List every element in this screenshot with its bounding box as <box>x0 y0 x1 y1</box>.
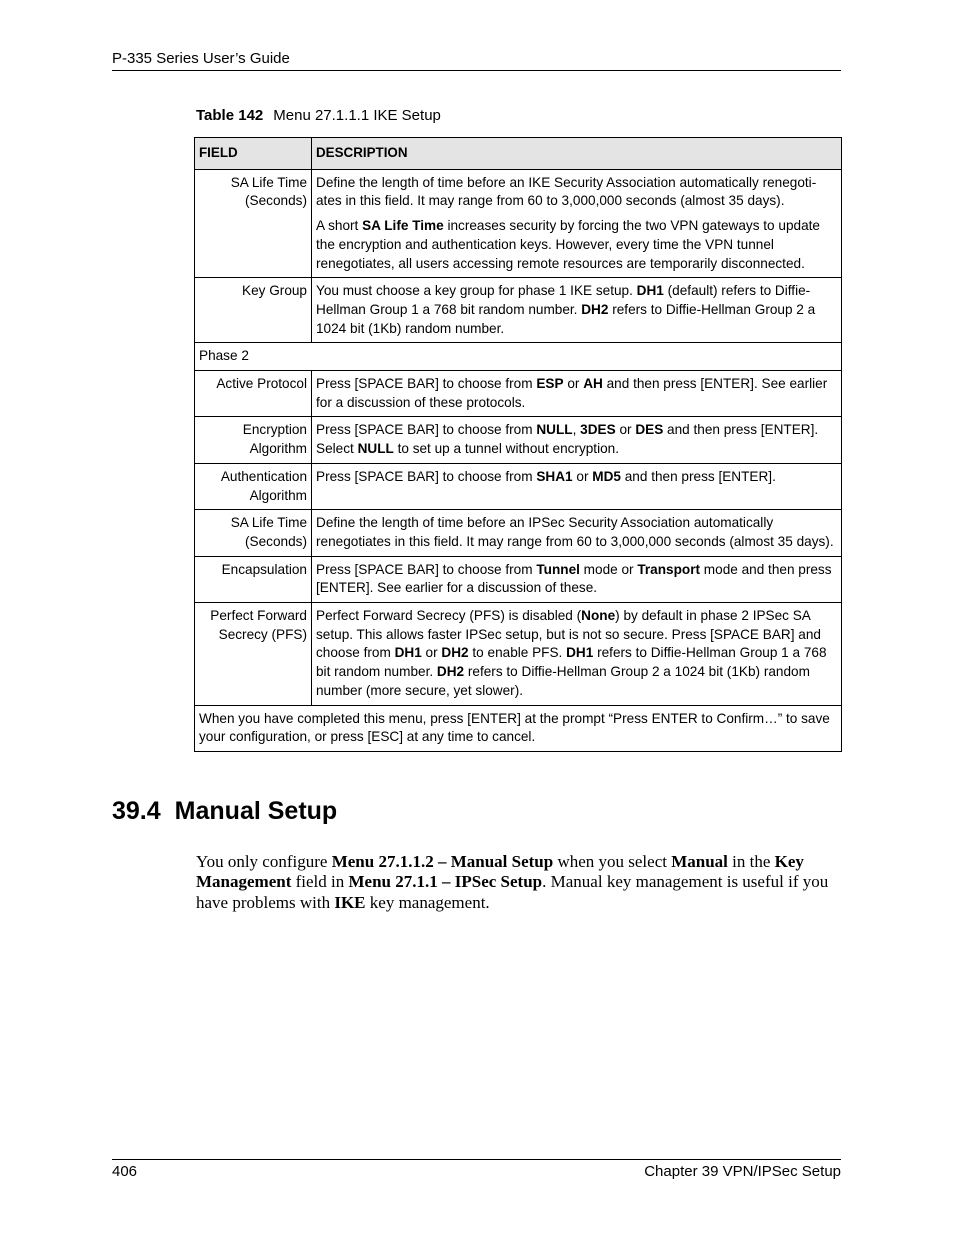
text-run: and then press [ENTER]. <box>620 468 776 484</box>
description-cell <box>312 169 842 278</box>
field-name-line: Perfect Forward <box>210 608 307 624</box>
bold-term: Menu 27.1.1 – IPSec Setup <box>348 872 543 892</box>
text-run: Perfect Forward Secrecy (PFS) is disabled ( <box>316 608 582 624</box>
description-cell <box>312 278 842 343</box>
bold-term: DH1 <box>394 645 422 661</box>
bold-term: 3DES <box>580 422 616 438</box>
table-row <box>195 371 842 417</box>
field-column-header: FIELD <box>195 138 312 170</box>
description-cell <box>312 510 842 556</box>
text-run: mode and then press [ENTER]. See earlier for a discussion of these. <box>316 561 832 596</box>
section-title: Manual Setup <box>174 797 338 825</box>
text-run: field in <box>291 872 349 892</box>
text-run: ) by default in phase 2 IPSec SA setup. This allows faster IPSec setup, but is not so secure. Press [SPACE BAR] and choose from <box>316 608 821 661</box>
description-paragraph <box>316 514 835 551</box>
body-paragraph <box>196 852 841 913</box>
bold-term: NULL <box>536 422 573 438</box>
table-row <box>195 417 842 463</box>
bold-term: DH2 <box>581 301 609 317</box>
table-row <box>195 603 842 706</box>
text-run: in the <box>727 852 775 871</box>
table-number: Table 142 <box>196 107 264 124</box>
ike-setup-table <box>194 137 842 752</box>
page-number: 406 <box>112 1163 138 1180</box>
field-name-line: (Seconds) <box>245 193 307 209</box>
text-run: refers to Diffie-Hellman Group 1 a 768 bit random number. <box>316 645 827 680</box>
text-run: A short <box>316 218 363 234</box>
field-name-line: SA Life Time <box>230 174 307 190</box>
bold-term: ESP <box>536 376 564 392</box>
text-run: Press [SPACE BAR] to choose from <box>316 468 537 484</box>
text-run: Press [SPACE BAR] to choose from <box>316 422 537 438</box>
text-run: You must choose a key group for phase 1 IKE setup. <box>316 283 637 299</box>
field-name-line: SA Life Time <box>230 515 307 531</box>
bold-term: Transport <box>637 561 701 577</box>
page-footer <box>112 1159 841 1180</box>
bold-term: IKE <box>334 892 366 912</box>
text-run: to set up a tunnel without encryption. <box>393 441 620 457</box>
text-run: Define the length of time before an IKE Security Association automatically renegoti-ates in this field. It may range from 60 to 3,000,000 seconds (almost 35 days). <box>316 174 817 209</box>
text-run: refers to Diffie-Hellman Group 2 a 1024 bit (1Kb) random number. <box>316 301 816 336</box>
table-note: When you have completed this menu, press [ENTER] at the prompt “Press ENTER to Confirm…” to save your configuration, or press [ESC] at any time to cancel. <box>195 705 842 751</box>
description-cell <box>312 417 842 463</box>
table-row <box>195 556 842 602</box>
text-run: when you select <box>553 852 672 871</box>
description-cell <box>312 556 842 602</box>
description-paragraph <box>316 375 835 412</box>
field-cell <box>195 463 312 509</box>
text-run: Press [SPACE BAR] to choose from <box>316 561 537 577</box>
description-paragraph <box>316 174 835 211</box>
bold-term: NULL <box>357 441 394 457</box>
table-row <box>195 169 842 278</box>
text-run: or <box>563 376 584 392</box>
text-run: key management. <box>365 892 490 912</box>
description-cell <box>312 463 842 509</box>
field-name-line: Algorithm <box>249 487 307 503</box>
field-cell <box>195 169 312 278</box>
text-run: . Manual key management is useful if you have problems with <box>196 872 829 912</box>
bold-term: DH2 <box>436 664 465 680</box>
text-run: increases security by forcing the two VPN gateways to update the encryption and authentication keys. However, every time the VPN tunnel renegotiates, all users accessing remote resources are temporarily disconnected. <box>316 218 820 271</box>
guide-title: P-335 Series User’s Guide <box>112 50 290 67</box>
text-run: or <box>421 645 442 661</box>
bold-term: Menu 27.1.1.2 – Manual Setup <box>331 852 554 871</box>
bold-term: MD5 <box>592 468 621 484</box>
bold-term: DH2 <box>441 645 469 661</box>
field-cell <box>195 278 312 343</box>
chapter-title: Chapter 39 VPN/IPSec Setup <box>644 1163 841 1180</box>
bold-term: DES <box>635 422 664 438</box>
text-run: refers to Diffie-Hellman Group 2 a 1024 bit (1Kb) random number (more secure, yet slower). <box>316 664 810 698</box>
bold-term: None <box>581 608 616 624</box>
field-cell <box>195 417 312 463</box>
text-run: or <box>615 422 636 438</box>
table-title: Menu 27.1.1.1 IKE Setup <box>273 107 441 124</box>
table-row <box>195 278 842 343</box>
table-note-row <box>195 705 842 751</box>
field-name-line: Secrecy (PFS) <box>218 626 307 642</box>
text-run: mode or <box>579 561 638 577</box>
table-header-row <box>195 138 842 170</box>
bold-term: DH1 <box>566 645 594 661</box>
text-run: Define the length of time before an IPSec Security Association automatically renegotiates in this field. It may range from 60 to 3,000,000 seconds (almost 35 days). <box>316 515 834 549</box>
bold-term: Tunnel <box>536 561 580 577</box>
text-run: and then press [ENTER]. Select <box>316 422 819 457</box>
section-number: 39.4 <box>112 797 161 825</box>
field-cell <box>195 371 312 417</box>
bold-term: DH1 <box>636 283 664 299</box>
field-name-line: Encryption <box>242 422 307 438</box>
description-column-header: DESCRIPTION <box>312 138 842 170</box>
text-run: Press [SPACE BAR] to choose from <box>316 376 537 392</box>
description-paragraph <box>316 282 835 338</box>
bold-term: Key Management <box>196 852 804 892</box>
description-cell <box>312 371 842 417</box>
field-cell <box>195 510 312 556</box>
field-name-line: Key Group <box>242 283 307 299</box>
text-run: , <box>572 422 581 438</box>
text-run: You only configure <box>196 852 332 871</box>
field-name-line: Algorithm <box>249 441 307 457</box>
field-name-line: Authentication <box>220 468 307 484</box>
table-caption <box>196 107 441 124</box>
table-row <box>195 463 842 509</box>
section-heading <box>112 797 337 826</box>
field-name-line: Encapsulation <box>221 561 307 577</box>
description-paragraph <box>316 421 835 458</box>
text-run: and then press [ENTER]. See earlier for a discussion of these protocols. <box>316 376 828 410</box>
description-paragraph <box>316 561 835 598</box>
page-header <box>112 50 841 71</box>
table-body <box>195 169 842 751</box>
field-name-line: (Seconds) <box>245 533 307 549</box>
table-row <box>195 510 842 556</box>
field-cell <box>195 556 312 602</box>
description-paragraph <box>316 217 835 273</box>
bold-term: SHA1 <box>536 468 573 484</box>
bold-term: AH <box>583 376 603 392</box>
text-run: to enable PFS. <box>468 645 567 661</box>
field-name-line: Active Protocol <box>216 376 307 392</box>
bold-term: SA Life Time <box>362 218 444 234</box>
description-paragraph <box>316 468 835 487</box>
field-cell <box>195 603 312 706</box>
bold-term: Manual <box>671 852 728 871</box>
phase-2-row <box>195 343 842 371</box>
text-run: or <box>572 468 593 484</box>
description-cell <box>312 603 842 706</box>
phase-2-label: Phase 2 <box>195 343 842 371</box>
description-paragraph <box>316 607 835 701</box>
text-run: (default) refers to Diffie-Hellman Group 1 a 768 bit random number. <box>316 283 811 317</box>
